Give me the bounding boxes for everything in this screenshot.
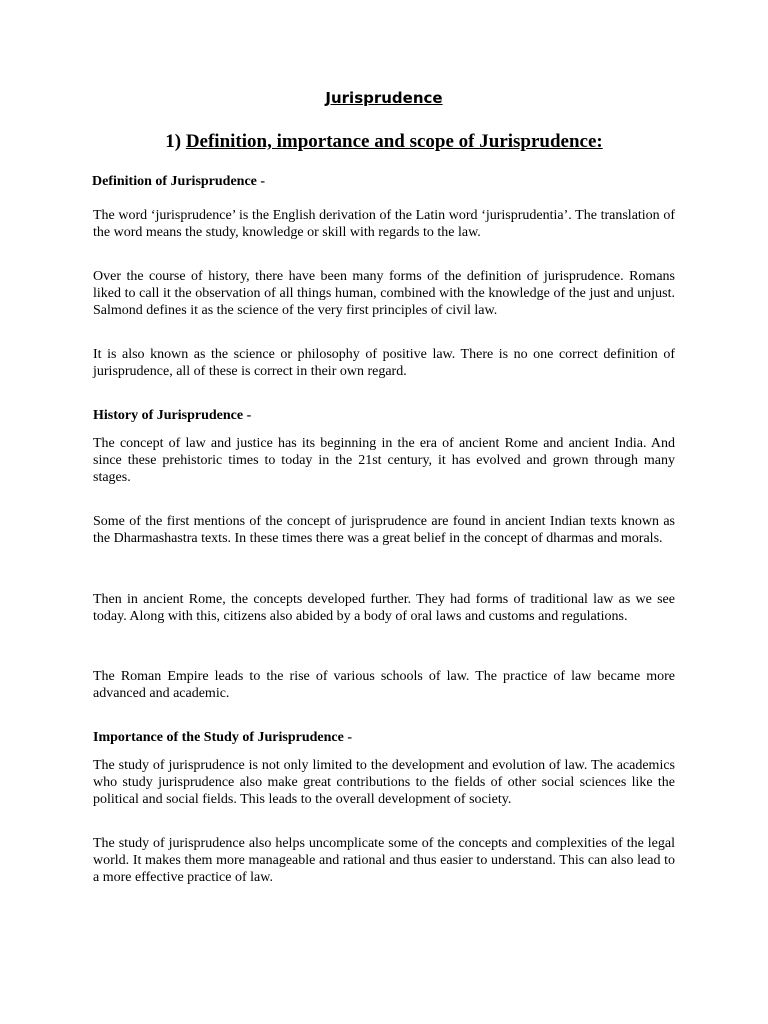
- history-paragraph-3: Then in ancient Rome, the concepts developed further. They had forms of traditional law as we see today. Along with this, citizens also abided by a body of oral laws and customs and regulations.: [93, 592, 675, 624]
- history-paragraph-1: The concept of law and justice has its beginning in the era of ancient Rome and ancient India. And since these prehistoric times to today in the 21st century, it has evolved and grown through many stages.: [93, 436, 675, 485]
- section-heading: [0, 131, 768, 153]
- section-number: 1): [165, 131, 182, 152]
- definition-paragraph-2: Over the course of history, there have been many forms of the definition of jurisprudence. Romans liked to call it the observation of all things human, combined with the knowledge of the just and unjust. Salmond defines it as the science of the very first principles of civil law.: [93, 269, 675, 318]
- history-heading: History of Jurisprudence -: [93, 408, 252, 423]
- importance-paragraph-2: The study of jurisprudence also helps uncomplicate some of the concepts and complexities of the legal world. It makes them more manageable and rational and thus easier to understand. This can also lead to a more effective practice of law.: [93, 836, 675, 885]
- definition-paragraph-3: It is also known as the science or philosophy of positive law. There is no one correct definition of jurisprudence, all of these is correct in their own regard.: [93, 347, 675, 379]
- section-heading-text: Definition, importance and scope of Jurisprudence:: [185, 131, 603, 152]
- importance-heading: Importance of the Study of Jurisprudence -: [93, 730, 352, 745]
- definition-heading: Definition of Jurisprudence -: [92, 174, 266, 189]
- history-paragraph-2: Some of the first mentions of the concept of jurisprudence are found in ancient Indian texts known as the Dharmashastra texts. In these times there was a great belief in the concept of dharmas and morals.: [93, 514, 675, 546]
- importance-paragraph-1: The study of jurisprudence is not only limited to the development and evolution of law. The academics who study jurisprudence also make great contributions to the fields of other social sciences like the political and social fields. This leads to the overall development of society.: [93, 758, 675, 807]
- document-title: Jurisprudence: [325, 89, 443, 107]
- history-paragraph-4: The Roman Empire leads to the rise of various schools of law. The practice of law became more advanced and academic.: [93, 669, 675, 701]
- definition-paragraph-1: The word ‘jurisprudence’ is the English derivation of the Latin word ‘jurisprudentia’. The translation of the word means the study, knowledge or skill with regards to the law.: [93, 208, 675, 240]
